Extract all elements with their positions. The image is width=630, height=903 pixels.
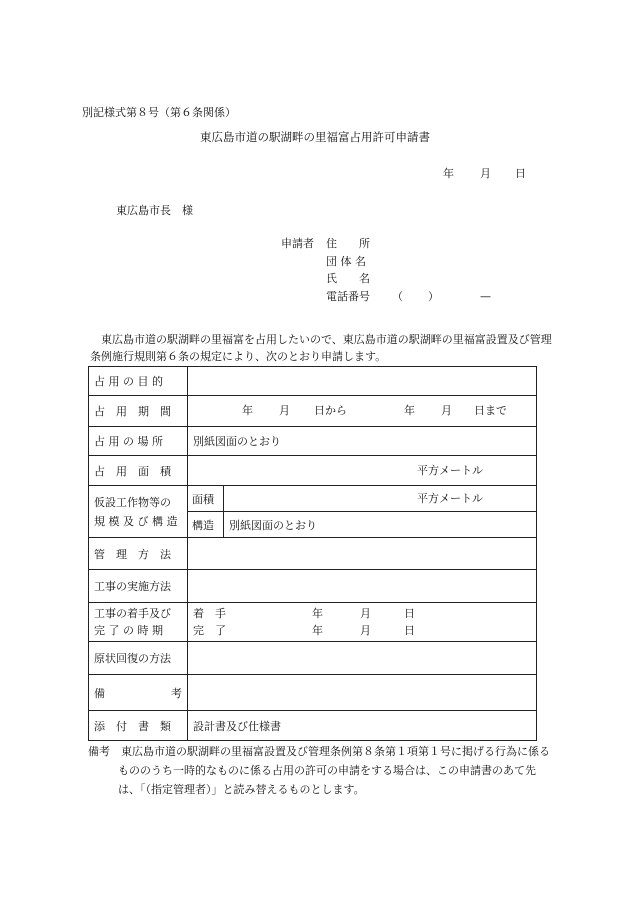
row-place	[89, 427, 537, 456]
temp-area-value[interactable]	[224, 486, 537, 512]
date-day-label: 日	[515, 167, 526, 180]
management-label: 管 理 方 法	[89, 538, 188, 570]
row-temp-area	[89, 486, 537, 512]
work-time-value[interactable]	[188, 603, 537, 642]
row-period	[89, 396, 537, 427]
temp-structure-label-line2: 規 模 及 び 構 造	[94, 514, 178, 528]
temp-structure-label-line1: 仮設工作物等の	[94, 495, 171, 509]
work-method-value[interactable]	[188, 570, 537, 603]
area-value[interactable]	[188, 456, 537, 486]
end-month: 月	[360, 624, 371, 637]
temp-structure-label	[89, 486, 188, 538]
purpose-value[interactable]	[188, 367, 537, 396]
date-month-label: 月	[480, 167, 491, 180]
form-number-label: 別記様式第８号（第６条関係）	[82, 106, 236, 119]
row-work-time	[89, 603, 537, 642]
footnote	[86, 742, 556, 799]
date-year-label: 年	[443, 167, 454, 180]
end-day: 日	[404, 624, 415, 637]
applicant-phone-label: 電話番号	[326, 290, 370, 303]
row-attachments	[89, 711, 537, 741]
place-value: 別紙図面のとおり	[188, 427, 537, 456]
end-label: 完 了	[193, 624, 226, 637]
phone-dash: —	[480, 290, 491, 303]
application-table	[88, 366, 537, 741]
row-management	[89, 538, 537, 570]
purpose-label: 占 用 の 目 的	[89, 367, 188, 396]
document-title: 東広島市道の駅湖畔の里福富占用許可申請書	[200, 130, 430, 144]
period-from: 日から	[314, 404, 347, 417]
area-unit: 平方メートル	[417, 463, 483, 477]
end-year: 年	[312, 624, 323, 637]
restore-label: 原状回復の方法	[89, 642, 188, 675]
period-month2: 月	[441, 404, 452, 417]
footnote-head: 備考	[88, 745, 110, 758]
applicant-org-label: 団 体 名	[326, 255, 366, 268]
period-label: 占 用 期 間	[89, 396, 188, 427]
remarks-label-char1: 備	[94, 686, 105, 700]
period-until: 日まで	[474, 404, 507, 417]
attachments-value: 設計書及び仕様書	[188, 711, 537, 741]
footnote-text: 東広島市道の駅湖畔の里福富設置及び管理条例第８条第１項第１号に掲げる行為に係るもののうち一時的なものに係る占用の許可の申請をする場合は、この申請書のあて先は、「（指定管理者）」と読み替えるものとします。	[118, 745, 550, 796]
start-month: 月	[360, 607, 371, 620]
start-year: 年	[312, 607, 323, 620]
area-label: 占 用 面 積	[89, 456, 188, 486]
applicant-heading: 申請者	[281, 237, 314, 250]
row-area	[89, 456, 537, 486]
temp-struct-value: 別紙図面のとおり	[224, 512, 537, 538]
start-day: 日	[404, 607, 415, 620]
period-year1: 年	[242, 404, 253, 417]
work-time-label	[89, 603, 188, 642]
management-value[interactable]	[188, 538, 537, 570]
period-value[interactable]	[188, 396, 537, 427]
work-time-label-line1: 工事の着手及び	[94, 607, 171, 620]
phone-open-paren: （	[392, 290, 403, 303]
temp-area-unit: 平方メートル	[417, 491, 483, 505]
start-label: 着 手	[193, 607, 226, 620]
row-remarks	[89, 675, 537, 711]
remarks-value[interactable]	[188, 675, 537, 711]
applicant-name-label: 氏 名	[326, 272, 370, 285]
remarks-label	[89, 675, 188, 711]
intro-paragraph: 東広島市道の駅湖畔の里福富を占用したいので、東広島市道の駅湖畔の里福富設置及び管理条例施行規則第６条の規定により、次のとおり申請します。	[90, 333, 552, 363]
restore-value[interactable]	[188, 642, 537, 675]
work-time-label-line2: 完 了 の 時 期	[94, 624, 163, 637]
period-month1: 月	[279, 404, 290, 417]
temp-area-label: 面積	[188, 486, 224, 512]
row-purpose	[89, 367, 537, 396]
phone-close-paren: ）	[428, 290, 439, 303]
temp-struct-label: 構造	[188, 512, 224, 538]
applicant-address-label: 住 所	[326, 237, 370, 250]
footnote-body	[86, 742, 556, 799]
place-label: 占 用 の 場 所	[89, 427, 188, 456]
addressee: 東広島市長 様	[116, 204, 193, 217]
row-work-method	[89, 570, 537, 603]
period-year2: 年	[404, 404, 415, 417]
remarks-label-char2: 考	[171, 686, 182, 700]
attachments-label: 添 付 書 類	[89, 711, 188, 741]
work-method-label: 工事の実施方法	[89, 570, 188, 603]
row-restore	[89, 642, 537, 675]
